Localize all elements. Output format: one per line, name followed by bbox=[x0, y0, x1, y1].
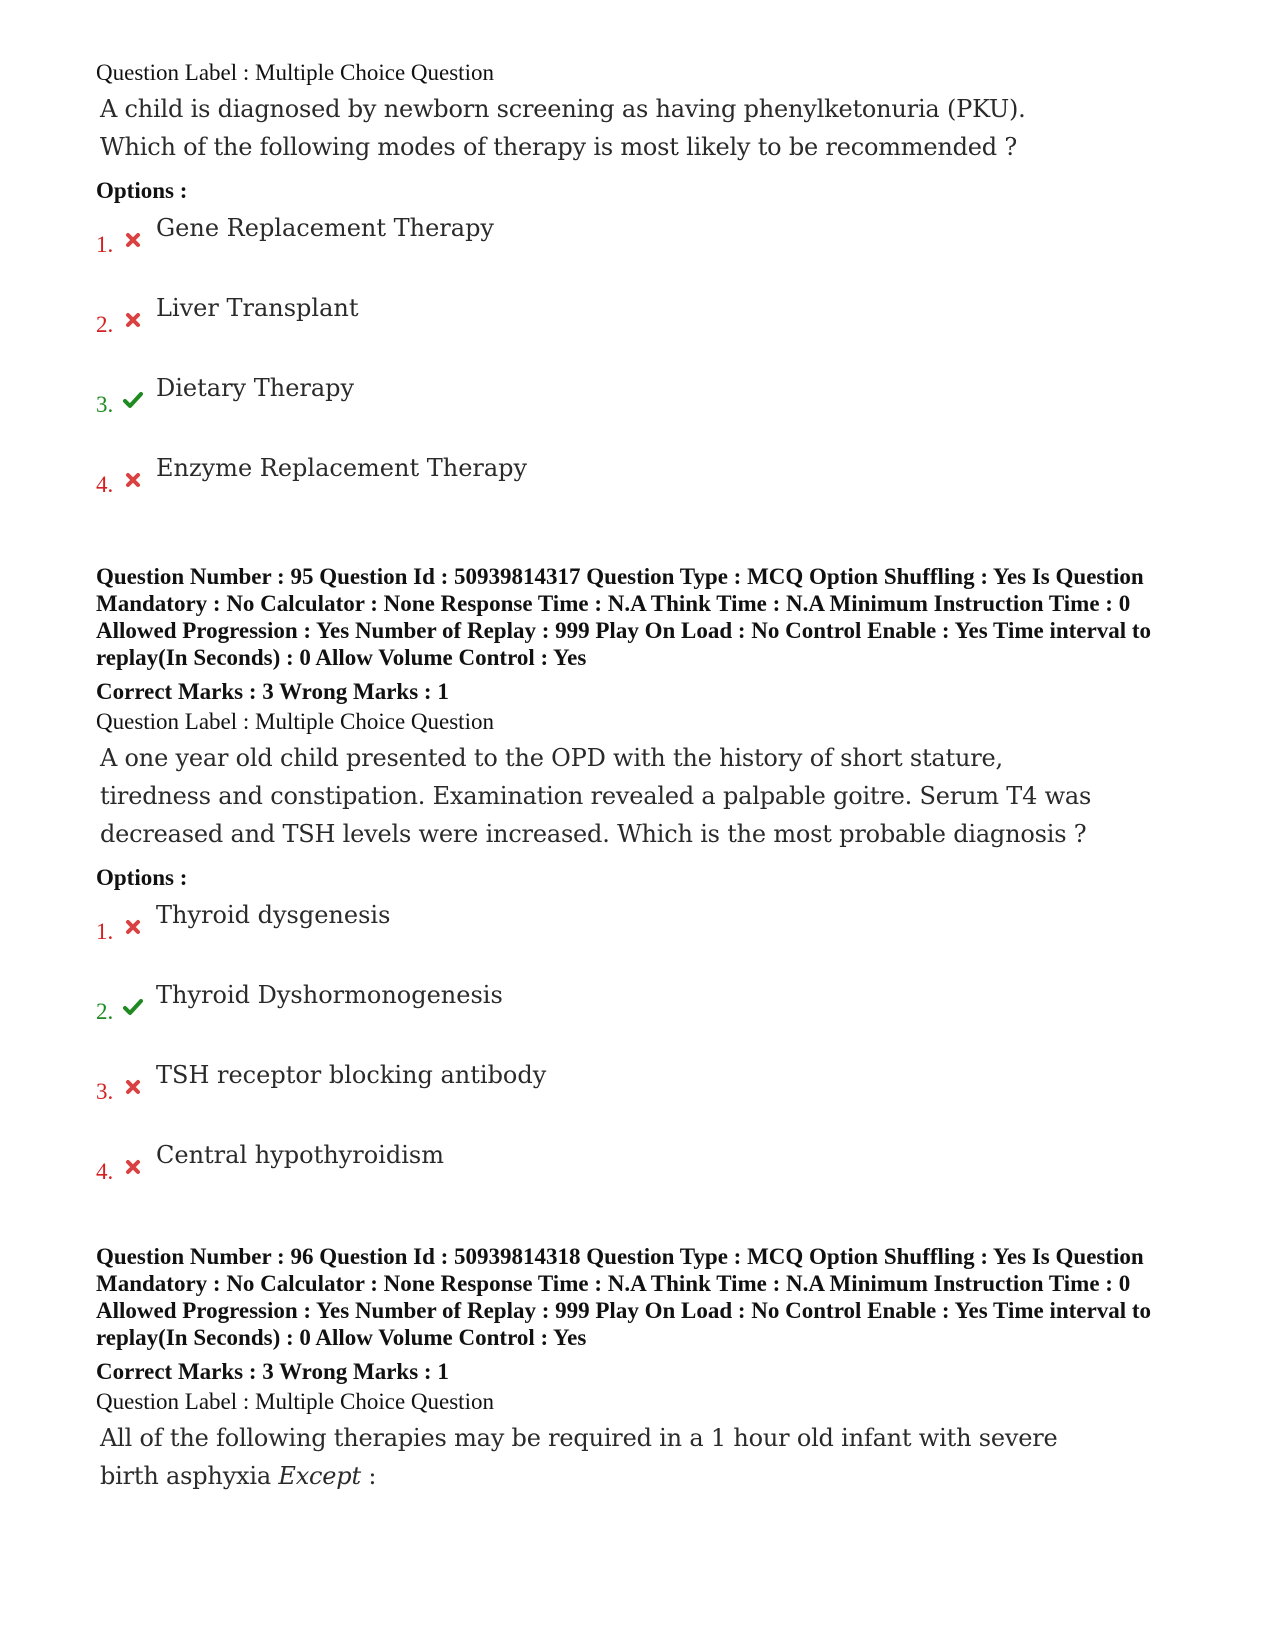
cross-icon bbox=[123, 310, 143, 330]
option-number: 2. bbox=[96, 999, 114, 1024]
option-number: 1. bbox=[96, 919, 114, 944]
cross-icon bbox=[123, 1157, 143, 1177]
option-item bbox=[96, 1133, 1186, 1213]
option-item bbox=[96, 1053, 1186, 1133]
options-list bbox=[96, 206, 1186, 526]
option-item bbox=[96, 286, 1186, 366]
question-block-94 bbox=[96, 58, 1186, 526]
option-number: 3. bbox=[96, 1079, 114, 1104]
question-label: Question Label : Multiple Choice Question bbox=[96, 1389, 494, 1414]
option-text: Thyroid dysgenesis bbox=[156, 901, 391, 929]
option-number: 1. bbox=[96, 232, 114, 257]
question-text bbox=[100, 1419, 1100, 1495]
option-item bbox=[96, 893, 1186, 973]
option-text: Enzyme Replacement Therapy bbox=[156, 454, 528, 482]
option-number: 4. bbox=[96, 1159, 114, 1184]
option-text: TSH receptor blocking antibody bbox=[156, 1061, 547, 1089]
check-icon bbox=[123, 997, 143, 1017]
option-text: Gene Replacement Therapy bbox=[156, 214, 494, 242]
option-item bbox=[96, 973, 1186, 1053]
question-marks: Correct Marks : 3 Wrong Marks : 1 bbox=[96, 679, 449, 704]
question-meta: Question Number : 95 Question Id : 50939814317 Question Type : MCQ Option Shuffling : Yes Is Question Mandatory : No Calculator : None Response Time : N.A Think Time : N.A Minimum Instruction Time : 0 Allowed Progression : Yes Number of Replay : 999 Play On Load : No Control Enable : Yes Time interval to replay(In Seconds) : 0 Allow Volume Control : Yes bbox=[96, 564, 1152, 670]
options-list bbox=[96, 893, 1186, 1213]
option-number: 3. bbox=[96, 392, 114, 417]
question-label: Question Label : Multiple Choice Question bbox=[96, 709, 494, 734]
option-item bbox=[96, 366, 1186, 446]
option-item bbox=[96, 446, 1186, 526]
option-number: 4. bbox=[96, 472, 114, 497]
check-icon bbox=[123, 390, 143, 410]
question-label: Question Label : Multiple Choice Question bbox=[96, 60, 494, 85]
question-meta: Question Number : 96 Question Id : 50939814318 Question Type : MCQ Option Shuffling : Yes Is Question Mandatory : No Calculator : None Response Time : N.A Think Time : N.A Minimum Instruction Time : 0 Allowed Progression : Yes Number of Replay : 999 Play On Load : No Control Enable : Yes Time interval to replay(In Seconds) : 0 Allow Volume Control : Yes bbox=[96, 1244, 1152, 1350]
option-text: Dietary Therapy bbox=[156, 374, 355, 402]
options-heading: Options : bbox=[96, 178, 188, 203]
cross-icon bbox=[123, 1077, 143, 1097]
question-block-95 bbox=[96, 563, 1186, 1213]
option-number: 2. bbox=[96, 312, 114, 337]
question-text-tail: : bbox=[360, 1462, 377, 1490]
question-text-main: All of the following therapies may be required in a 1 hour old infant with severe birth asphyxia bbox=[100, 1424, 1058, 1490]
option-text: Thyroid Dyshormonogenesis bbox=[156, 981, 503, 1009]
options-heading: Options : bbox=[96, 865, 188, 890]
option-item bbox=[96, 206, 1186, 286]
cross-icon bbox=[123, 917, 143, 937]
question-text: A child is diagnosed by newborn screening as having phenylketonuria (PKU). Which of the following modes of therapy is most likely to be recommended ? bbox=[100, 95, 1026, 161]
option-text: Central hypothyroidism bbox=[156, 1141, 444, 1169]
question-block-96 bbox=[96, 1243, 1186, 1495]
question-text: A one year old child presented to the OPD with the history of short stature, tiredness and constipation. Examination revealed a palpable goitre. Serum T4 was decreased and TSH levels were increased. Which is the most probable diagnosis ? bbox=[100, 744, 1092, 848]
cross-icon bbox=[123, 230, 143, 250]
cross-icon bbox=[123, 470, 143, 490]
question-marks: Correct Marks : 3 Wrong Marks : 1 bbox=[96, 1359, 449, 1384]
option-text: Liver Transplant bbox=[156, 294, 359, 322]
question-text-emphasis: Except bbox=[278, 1462, 361, 1490]
